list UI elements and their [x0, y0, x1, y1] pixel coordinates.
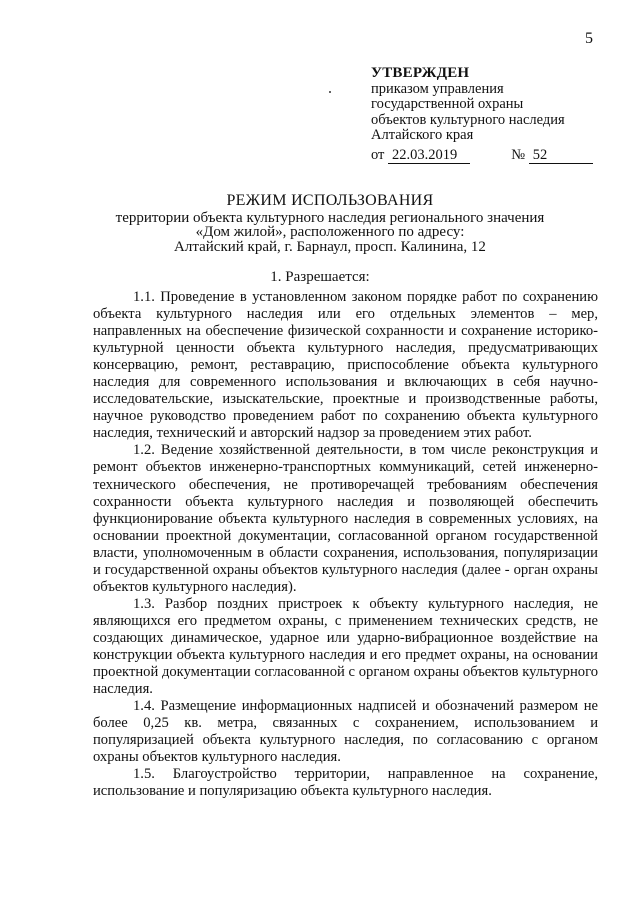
- paragraph-1-1: 1.1. Проведение в установленном законом порядке работ по сохранению объекта культурного наследия или его отдельных элементов – мер, направленных на обеспечение физической сохранности и сохранение историко-культурной ценности объекта культурного наследия, предусматривающих консервацию, ремонт, реставрацию, приспособление объекта культурного наследия для современного использования и включающих в себя научно-исследовательские, изыскательские, проектные и производственные работы, научное руководство проведением работ по сохранению объекта культурного наследия, технический и авторский надзор за проведением этих работ.: [93, 289, 598, 442]
- approval-line: объектов культурного наследия: [371, 111, 565, 128]
- number-label: №: [511, 146, 526, 163]
- document-title-block: [60, 194, 600, 254]
- approval-line: приказом управления: [371, 80, 504, 97]
- paragraph-1-2: 1.2. Ведение хозяйственной деятельности, в том числе реконструкция и ремонт объектов инженерно-транспортных коммуникаций, сетей инженерно-технического обеспечения, не противоречащей требованиям обеспечения сохранности объекта культурного наследия и позволяющей обеспечить функционирование объекта культурного наследия в современных условиях, на основании проектной документации, согласованной органом государственной власти, уполномоченным в области сохранения, использования, популяризации и государственной охраны объектов культурного наследия (далее - орган охраны объектов культурного наследия).: [93, 442, 598, 595]
- document-subtitle-line: Алтайский край, г. Барнаул, просп. Калинина, 12: [174, 238, 486, 255]
- scan-speck: [329, 91, 331, 93]
- document-subtitle-line: территории объекта культурного наследия регионального значения: [115, 209, 545, 226]
- section-heading: 1. Разрешается:: [270, 269, 370, 285]
- approval-date: 22.03.2019: [388, 148, 470, 165]
- date-label: от: [371, 146, 385, 163]
- approval-date-number-row: [371, 148, 593, 166]
- approval-number: 52: [529, 148, 593, 165]
- document-body: [93, 289, 598, 800]
- approval-heading: УТВЕРЖДЕН: [371, 65, 470, 81]
- approval-stamp: [371, 66, 593, 166]
- paragraph-1-4: 1.4. Размещение информационных надписей и обозначений размером не более 0,25 кв. метра, связанных с сохранением, использованием и популяризацией объекта культурного наследия, по согласованию с органом охраны объектов культурного наследия.: [93, 698, 598, 766]
- document-subtitle-line: «Дом жилой», расположенного по адресу:: [195, 224, 465, 240]
- approval-line: государственной охраны: [371, 96, 524, 112]
- paragraph-1-5: 1.5. Благоустройство территории, направленное на сохранение, использование и популяризацию объекта культурного наследия.: [93, 766, 598, 800]
- approval-line: Алтайского края: [371, 127, 474, 143]
- document-title: РЕЖИМ ИСПОЛЬЗОВАНИЯ: [226, 192, 434, 209]
- page-number: 5: [585, 30, 593, 47]
- paragraph-1-3: 1.3. Разбор поздних пристроек к объекту культурного наследия, не являющихся его предметом охраны, с применением технических средств, не создающих динамическое, ударное или ударно-вибрационное воздействие на конструкции объекта культурного наследия и его предмет охраны, на основании проектной документации согласованной с органом охраны объектов культурного наследия.: [93, 595, 598, 698]
